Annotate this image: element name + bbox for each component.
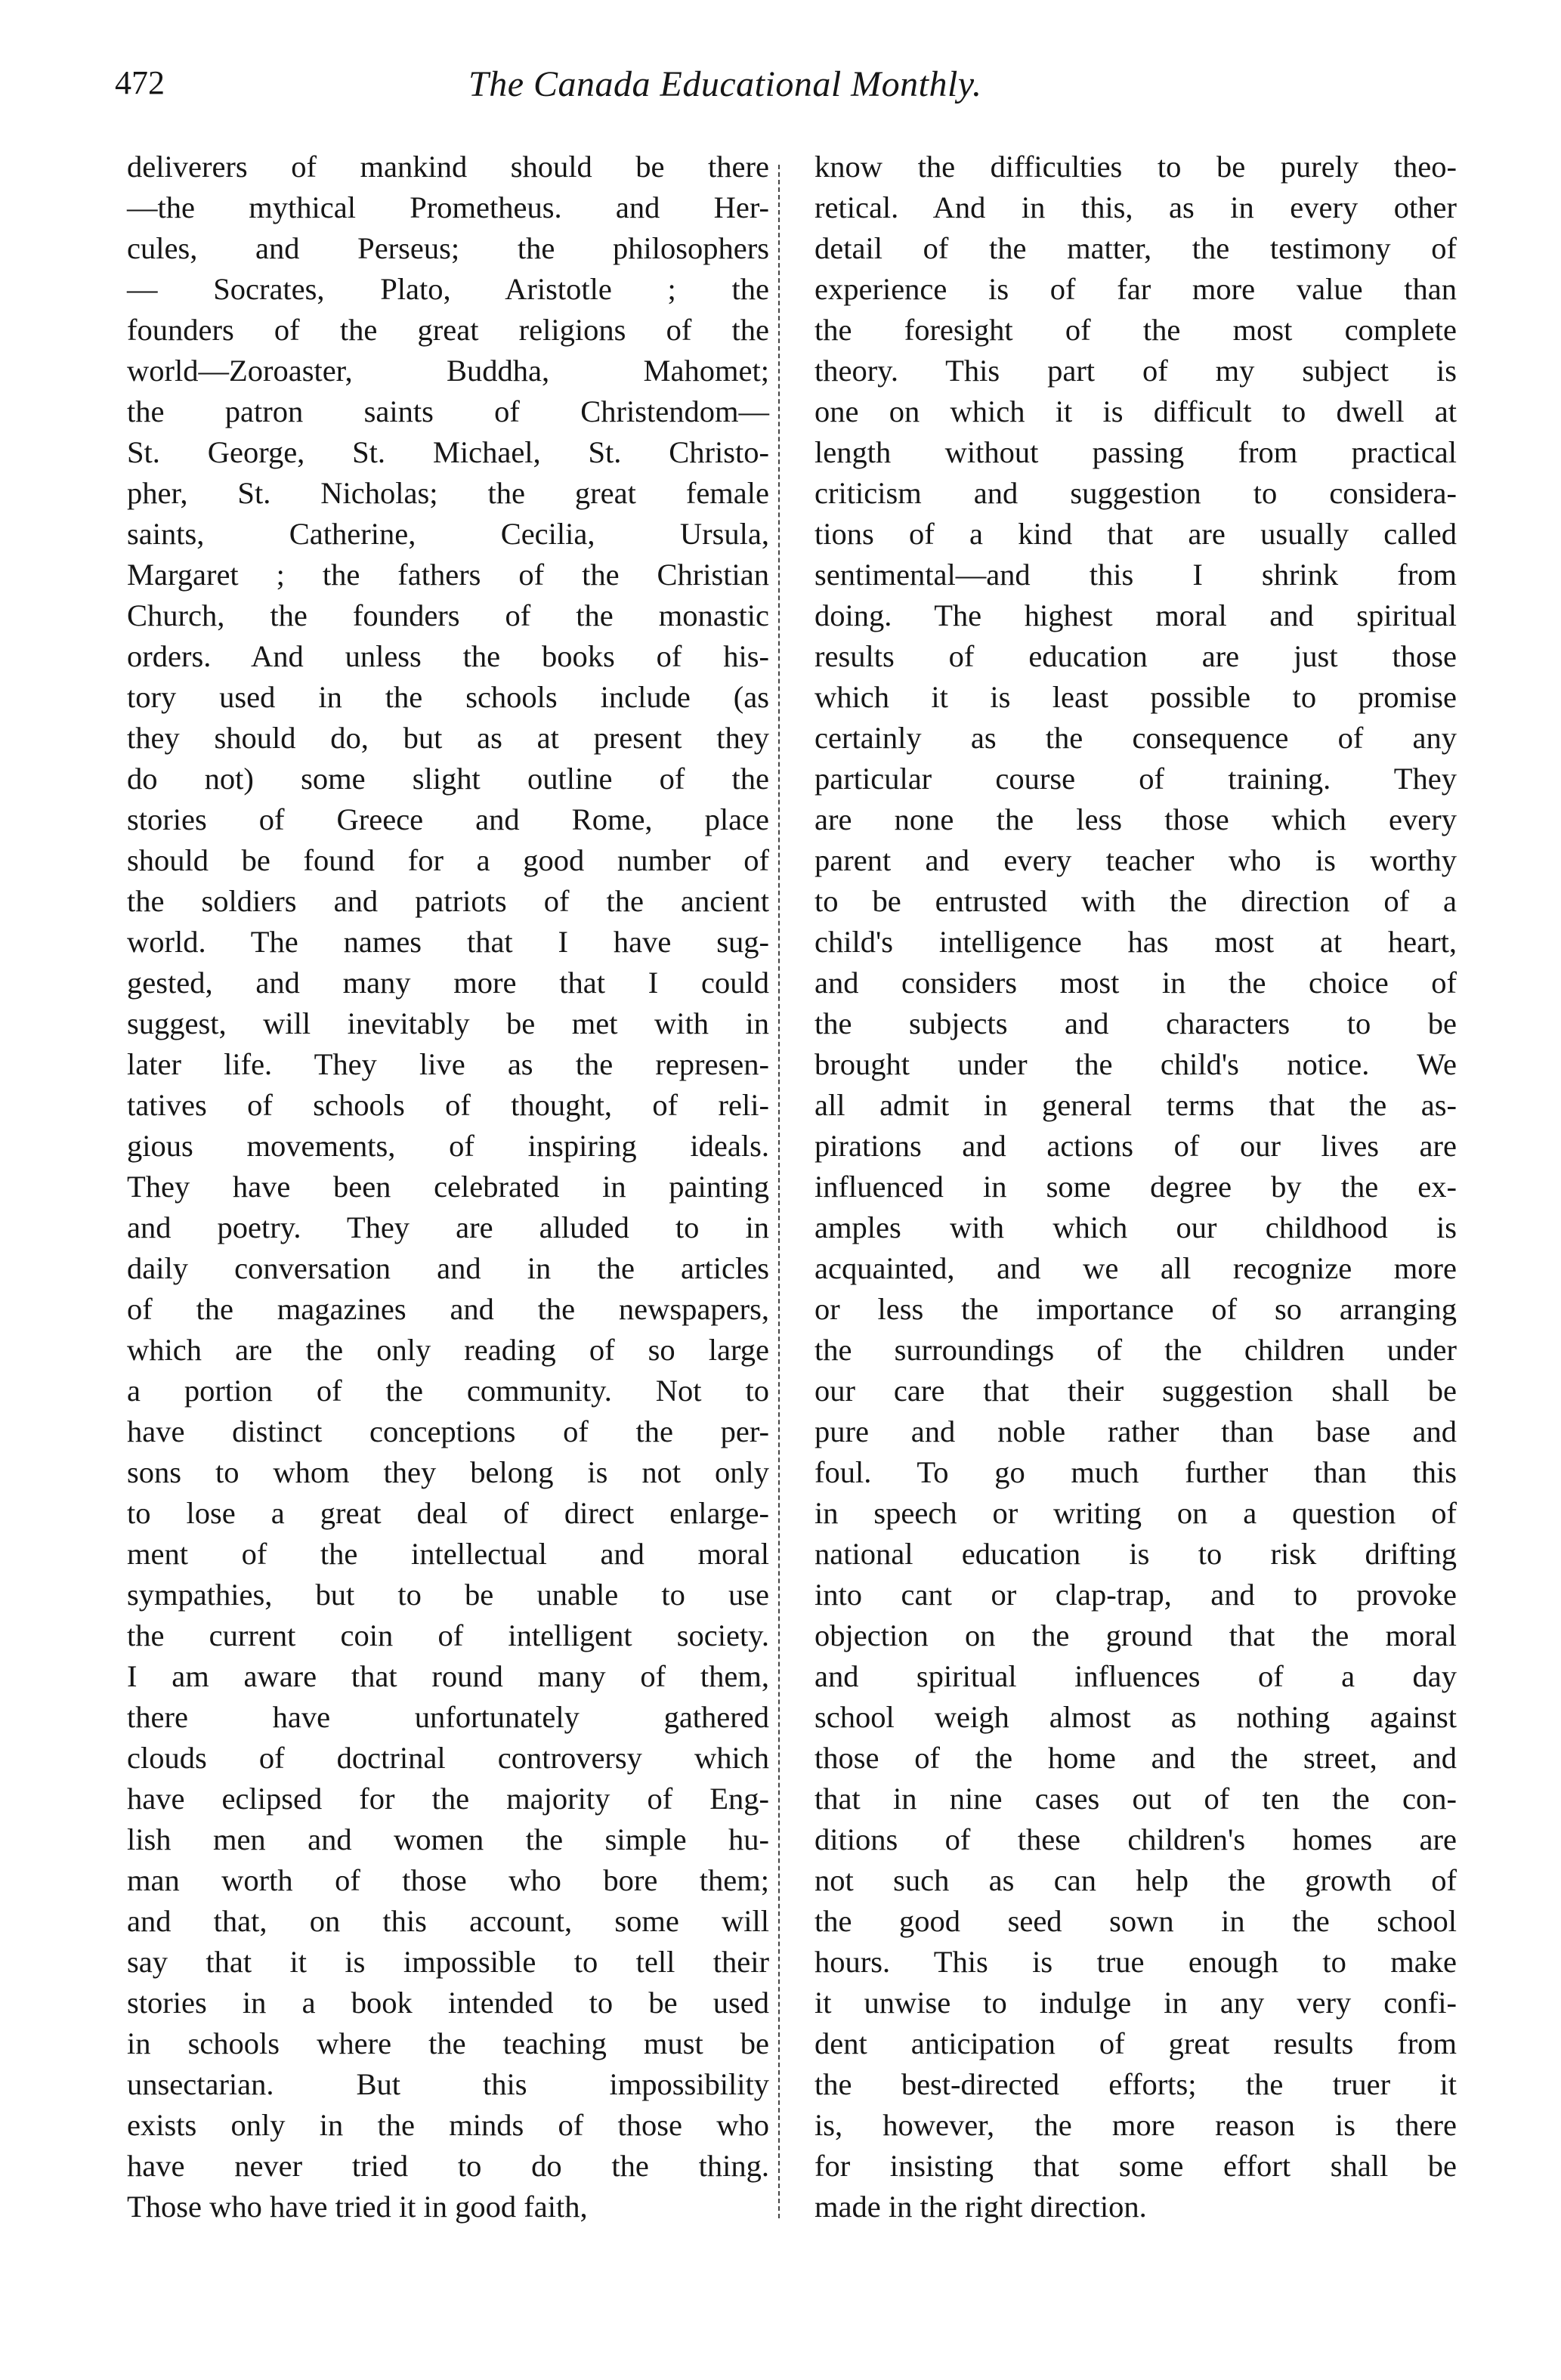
text-line: they should do, but as at present they (127, 721, 769, 755)
text-line: lish men and women the simple hu- (127, 1822, 769, 1856)
text-line: world. The names that I have sug- (127, 925, 769, 959)
text-line: are none the less those which every (815, 802, 1457, 836)
text-line: world—Zoroaster, Buddha, Mahomet; (127, 354, 769, 388)
text-line: Margaret ; the fathers of the Christian (127, 558, 769, 592)
text-line: amples with which our childhood is (815, 1210, 1457, 1244)
text-line: tory used in the schools include (as (127, 680, 769, 714)
text-line: detail of the matter, the testimony of (815, 231, 1457, 265)
text-line: founders of the great religions of the (127, 313, 769, 347)
text-line: of the magazines and the newspapers, (127, 1292, 769, 1326)
text-line: acquainted, and we all recognize more (815, 1251, 1457, 1285)
text-line: experience is of far more value than (815, 272, 1457, 306)
text-line: to lose a great deal of direct enlarge- (127, 1496, 769, 1530)
text-line: criticism and suggestion to considera- (815, 476, 1457, 510)
text-line: have eclipsed for the majority of Eng- (127, 1782, 769, 1816)
text-line: to be entrusted with the direction of a (815, 884, 1457, 918)
text-line: certainly as the consequence of any (815, 721, 1457, 755)
text-line: all admit in general terms that the as- (815, 1088, 1457, 1122)
text-line: pure and noble rather than base and (815, 1414, 1457, 1448)
text-line: for insisting that some effort shall be (815, 2149, 1457, 2183)
text-line: national education is to risk drifting (815, 1537, 1457, 1571)
page-number: 472 (115, 64, 165, 101)
text-line: and poetry. They are alluded to in (127, 1210, 769, 1244)
column-divider (778, 165, 780, 2218)
text-line: They have been celebrated in painting (127, 1170, 769, 1204)
right-column (815, 147, 1457, 2227)
text-line: later life. They live as the represen- (127, 1047, 769, 1081)
text-line: doing. The highest moral and spiritual (815, 598, 1457, 632)
text-line: one on which it is difficult to dwell at (815, 394, 1457, 428)
text-line: a portion of the community. Not to (127, 1374, 769, 1408)
text-line: those of the home and the street, and (815, 1741, 1457, 1775)
text-line: — Socrates, Plato, Aristotle ; the (127, 272, 769, 306)
text-line: and considers most in the choice of (815, 966, 1457, 1000)
text-line: Those who have tried it in good faith, (127, 2190, 588, 2224)
text-line: man worth of those who bore them; (127, 1863, 769, 1897)
text-line: clouds of doctrinal controversy which (127, 1741, 769, 1775)
text-line: say that it is impossible to tell their (127, 1945, 769, 1979)
text-line: sentimental—and this I shrink from (815, 558, 1457, 592)
text-line: dent anticipation of great results from (815, 2026, 1457, 2060)
text-line: orders. And unless the books of his- (127, 639, 769, 673)
text-line: gested, and many more that I could (127, 966, 769, 1000)
text-line: or less the importance of so arranging (815, 1292, 1457, 1326)
text-line: the best-directed efforts; the truer it (815, 2067, 1457, 2101)
text-line: the soldiers and patriots of the ancient (127, 884, 769, 918)
text-line: length without passing from practical (815, 435, 1457, 469)
text-line: the surroundings of the children under (815, 1333, 1457, 1367)
text-line: school weigh almost as nothing against (815, 1700, 1457, 1734)
text-line: pirations and actions of our lives are (815, 1129, 1457, 1163)
text-line: exists only in the minds of those who (127, 2108, 769, 2142)
text-line: is, however, the more reason is there (815, 2108, 1457, 2142)
text-line: brought under the child's notice. We (815, 1047, 1457, 1081)
text-line: objection on the ground that the moral (815, 1618, 1457, 1652)
text-line: not such as can help the growth of (815, 1863, 1457, 1897)
text-line: the subjects and characters to be (815, 1006, 1457, 1040)
text-line: know the difficulties to be purely theo- (815, 150, 1457, 184)
text-line: there have unfortunately gathered (127, 1700, 769, 1734)
text-line: our care that their suggestion shall be (815, 1374, 1457, 1408)
text-line: the patron saints of Christendom— (127, 394, 769, 428)
text-line: sympathies, but to be unable to use (127, 1578, 769, 1612)
running-title: The Canada Educational Monthly. (468, 64, 982, 104)
text-line: made in the right direction. (815, 2190, 1147, 2224)
text-line: results of education are just those (815, 639, 1457, 673)
text-line: in speech or writing on a question of (815, 1496, 1457, 1530)
text-line: gious movements, of inspiring ideals. (127, 1129, 769, 1163)
text-line: the foresight of the most complete (815, 313, 1457, 347)
text-line: foul. To go much further than this (815, 1455, 1457, 1489)
text-line: it unwise to indulge in any very confi- (815, 1986, 1457, 2020)
text-line: do not) some slight outline of the (127, 762, 769, 796)
text-line: suggest, will inevitably be met with in (127, 1006, 769, 1040)
text-line: I am aware that round many of them, (127, 1659, 769, 1693)
text-line: stories in a book intended to be used (127, 1986, 769, 2020)
text-line: which it is least possible to promise (815, 680, 1457, 714)
text-line: retical. And in this, as in every other (815, 190, 1457, 224)
text-line: —the mythical Prometheus. and Her- (127, 190, 769, 224)
text-line: should be found for a good number of (127, 843, 769, 877)
text-line: pher, St. Nicholas; the great female (127, 476, 769, 510)
text-line: theory. This part of my subject is (815, 354, 1457, 388)
text-line: cules, and Perseus; the philosophers (127, 231, 769, 265)
text-line: and spiritual influences of a day (815, 1659, 1457, 1693)
text-line: ment of the intellectual and moral (127, 1537, 769, 1571)
text-line: and that, on this account, some will (127, 1904, 769, 1938)
text-line: into cant or clap-trap, and to provoke (815, 1578, 1457, 1612)
text-line: unsectarian. But this impossibility (127, 2067, 769, 2101)
text-line: parent and every teacher who is worthy (815, 843, 1457, 877)
text-line: child's intelligence has most at heart, (815, 925, 1457, 959)
text-line: stories of Greece and Rome, place (127, 802, 769, 836)
text-line: particular course of training. They (815, 762, 1457, 796)
left-column (127, 147, 769, 2227)
text-line: influenced in some degree by the ex- (815, 1170, 1457, 1204)
text-line: the good seed sown in the school (815, 1904, 1457, 1938)
text-line: in schools where the teaching must be (127, 2026, 769, 2060)
text-line: ditions of these children's homes are (815, 1822, 1457, 1856)
text-line: tatives of schools of thought, of reli- (127, 1088, 769, 1122)
text-line: daily conversation and in the articles (127, 1251, 769, 1285)
text-line: St. George, St. Michael, St. Christo- (127, 435, 769, 469)
text-line: sons to whom they belong is not only (127, 1455, 769, 1489)
text-line: deliverers of mankind should be there (127, 150, 769, 184)
text-line: have never tried to do the thing. (127, 2149, 769, 2183)
text-line: tions of a kind that are usually called (815, 517, 1457, 551)
text-line: hours. This is true enough to make (815, 1945, 1457, 1979)
text-line: which are the only reading of so large (127, 1333, 769, 1367)
text-line: that in nine cases out of ten the con- (815, 1782, 1457, 1816)
text-line: have distinct conceptions of the per- (127, 1414, 769, 1448)
text-line: the current coin of intelligent society. (127, 1618, 769, 1652)
text-line: Church, the founders of the monastic (127, 598, 769, 632)
text-line: saints, Catherine, Cecilia, Ursula, (127, 517, 769, 551)
